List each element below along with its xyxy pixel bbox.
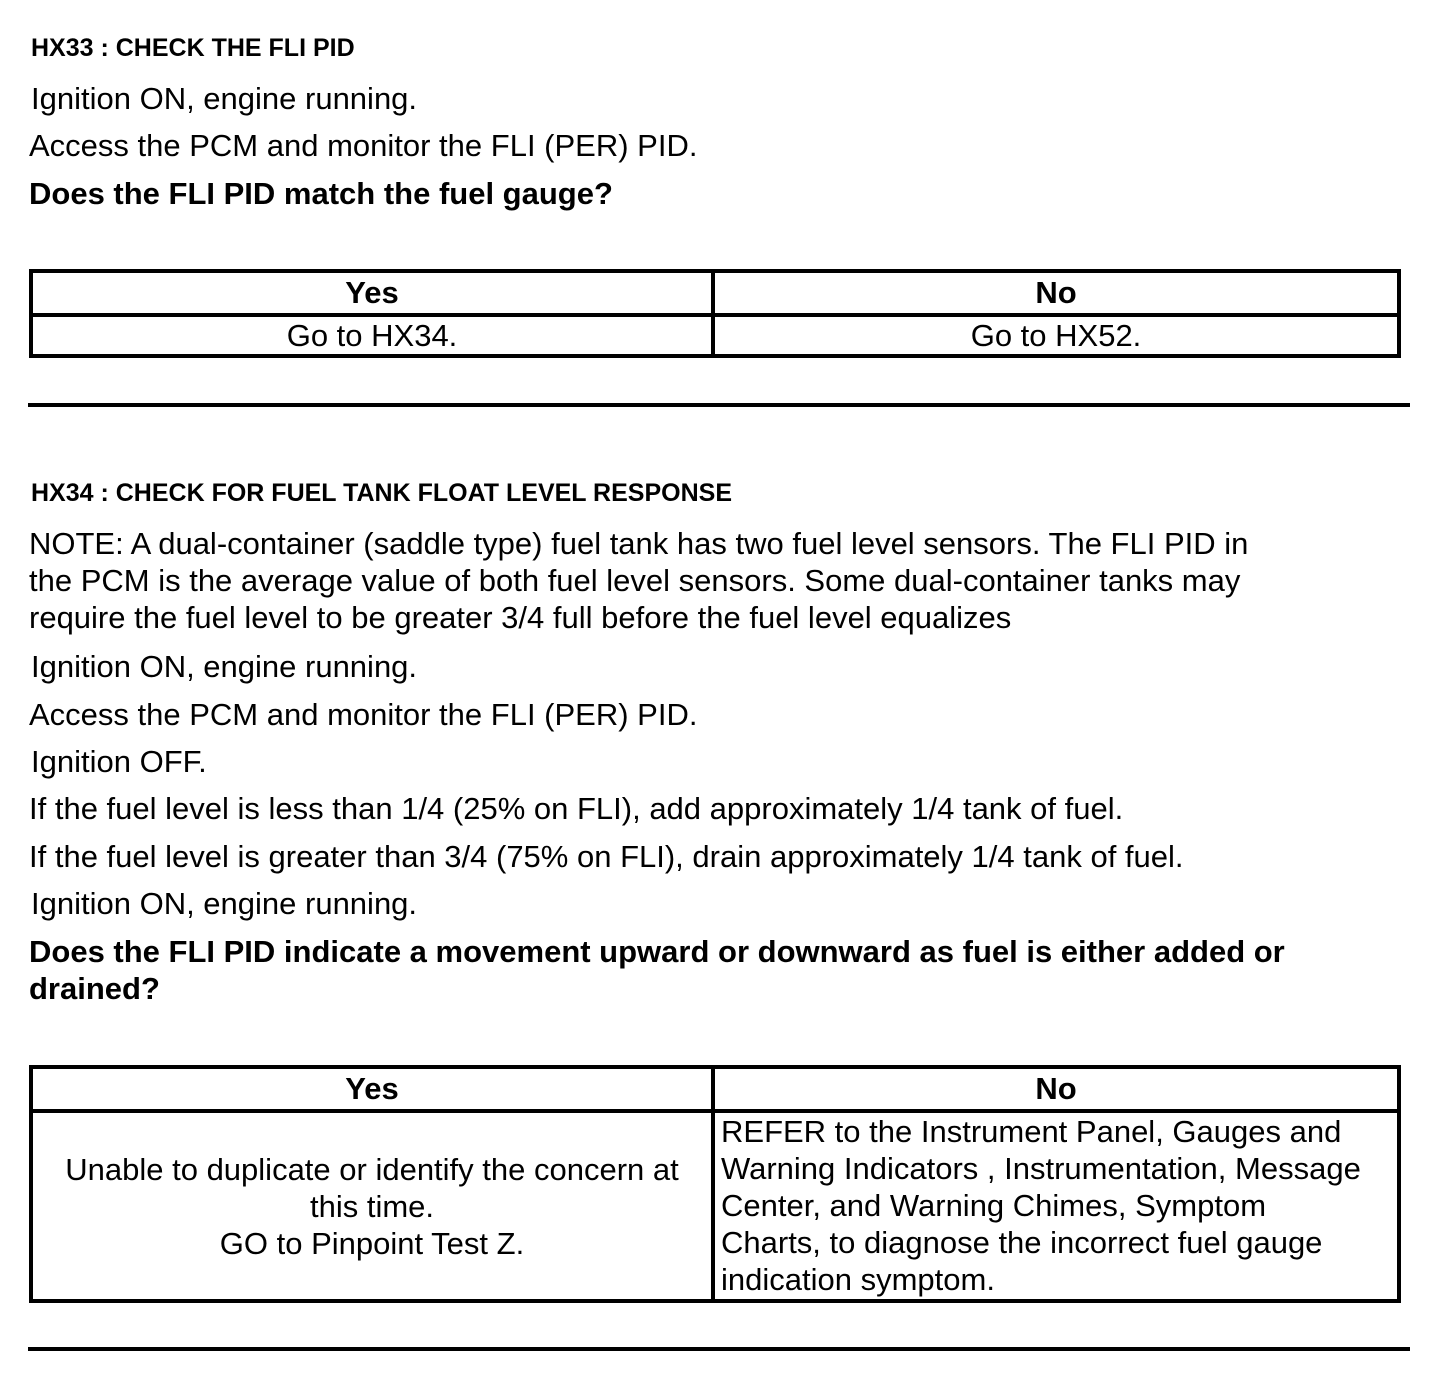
section-divider-1 bbox=[28, 403, 1410, 407]
hx34-no-line-5: indication symptom. bbox=[721, 1262, 995, 1297]
hx34-step-2: Access the PCM and monitor the FLI (PER) PID. bbox=[29, 697, 698, 732]
hx33-answer-table bbox=[29, 269, 1401, 358]
hx33-no-header: No bbox=[713, 271, 1399, 315]
hx34-no-line-3: Center, and Warning Chimes, Symptom bbox=[721, 1188, 1267, 1223]
hx34-answer-table bbox=[29, 1065, 1401, 1303]
hx33-question: Does the FLI PID match the fuel gauge? bbox=[29, 176, 613, 211]
hx34-no-line-1: REFER to the Instrument Panel, Gauges and bbox=[721, 1114, 1342, 1149]
hx34-question bbox=[29, 933, 1285, 1007]
hx34-step-4: If the fuel level is less than 1/4 (25% on FLI), add approximately 1/4 tank of fuel. bbox=[29, 791, 1124, 826]
hx33-yes-action: Go to HX34. bbox=[31, 315, 713, 356]
hx34-step-1: Ignition ON, engine running. bbox=[31, 649, 418, 684]
hx34-note-line-2: the PCM is the average value of both fuel level sensors. Some dual-container tanks may bbox=[29, 563, 1241, 598]
hx34-yes-line-3: GO to Pinpoint Test Z. bbox=[219, 1225, 525, 1261]
hx34-no-line-2: Warning Indicators , Instrumentation, Message bbox=[721, 1151, 1361, 1186]
hx34-yes-line-2: this time. bbox=[309, 1188, 435, 1224]
hx33-heading: HX33 : CHECK THE FLI PID bbox=[31, 34, 355, 62]
hx33-yes-header: Yes bbox=[31, 271, 713, 315]
hx34-no-line-4: Charts, to diagnose the incorrect fuel gauge bbox=[721, 1225, 1323, 1260]
hx34-step-3: Ignition OFF. bbox=[31, 744, 207, 779]
hx34-no-header: No bbox=[713, 1067, 1399, 1111]
section-divider-2 bbox=[28, 1347, 1410, 1351]
hx34-heading: HX34 : CHECK FOR FUEL TANK FLOAT LEVEL RESPONSE bbox=[31, 479, 732, 507]
hx34-note-line-3: require the fuel level to be greater 3/4 full before the fuel level equalizes bbox=[29, 600, 1012, 635]
hx34-note bbox=[29, 525, 1248, 636]
hx34-yes-action bbox=[31, 1111, 713, 1301]
hx34-yes-line-1: Unable to duplicate or identify the concern at bbox=[65, 1151, 679, 1187]
hx34-question-line-2: drained? bbox=[29, 971, 160, 1006]
hx33-step-1: Ignition ON, engine running. bbox=[31, 81, 418, 116]
hx33-no-action: Go to HX52. bbox=[713, 315, 1399, 356]
hx34-note-line-1: NOTE: A dual-container (saddle type) fuel tank has two fuel level sensors. The FLI PID in bbox=[29, 526, 1249, 561]
hx34-question-line-1: Does the FLI PID indicate a movement upward or downward as fuel is either added or bbox=[29, 934, 1285, 969]
hx34-yes-header: Yes bbox=[31, 1067, 713, 1111]
hx34-step-5: If the fuel level is greater than 3/4 (75% on FLI), drain approximately 1/4 tank of fuel. bbox=[29, 839, 1184, 874]
hx34-no-action bbox=[713, 1111, 1399, 1301]
hx33-step-2: Access the PCM and monitor the FLI (PER) PID. bbox=[29, 128, 698, 163]
hx34-step-6: Ignition ON, engine running. bbox=[31, 886, 418, 921]
